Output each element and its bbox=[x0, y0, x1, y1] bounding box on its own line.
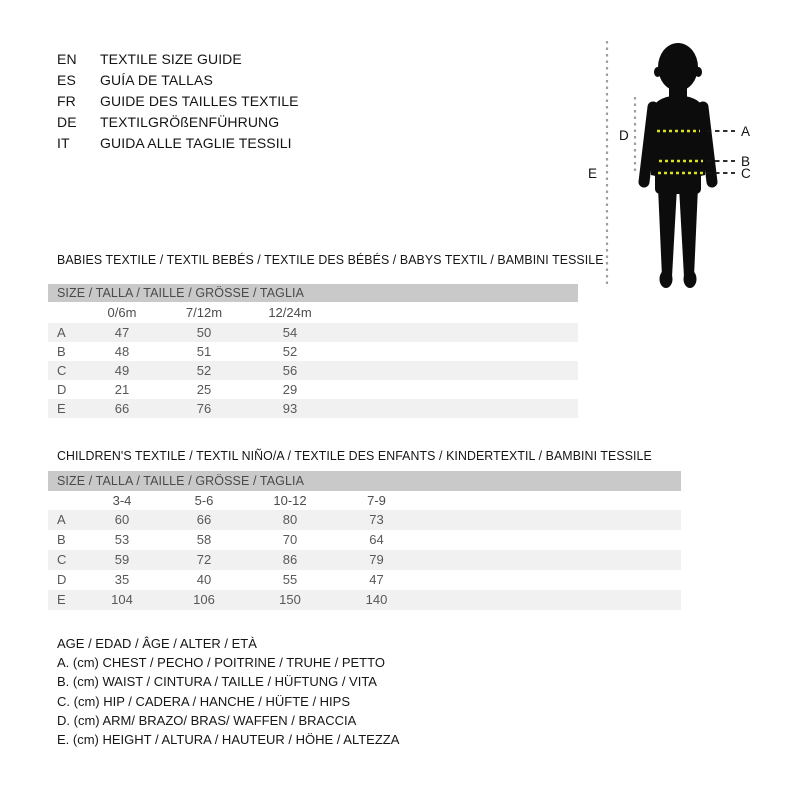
column-header: 0/6m bbox=[107, 305, 137, 320]
cell-value: 79 bbox=[369, 552, 384, 567]
babies-section-heading: BABIES TEXTILE / TEXTIL BEBÉS / TEXTILE DES BÉBÉS / BABYS TEXTIL / BAMBINI TESSILE bbox=[57, 252, 604, 267]
cell-value: 50 bbox=[196, 325, 212, 340]
cell-value: 72 bbox=[196, 552, 212, 567]
cell-value: 59 bbox=[114, 552, 130, 567]
children-size-header-bar: SIZE / TALLA / TAILLE / GRÖSSE / TAGLIA bbox=[48, 471, 681, 491]
language-label: TEXTILGRÖßENFÜHRUNG bbox=[100, 114, 280, 130]
child-silhouette-body bbox=[644, 43, 712, 288]
language-row-fr bbox=[57, 91, 299, 112]
legend-line-age: AGE / EDAD / ÂGE / ALTER / ETÀ bbox=[57, 636, 257, 651]
legend-line-arm: D. (cm) ARM/ BRAZO/ BRAS/ WAFFEN / BRACCIA bbox=[57, 712, 357, 728]
child-silhouette-icon bbox=[585, 25, 760, 295]
cell-value: 73 bbox=[369, 512, 384, 527]
cell-value: 55 bbox=[282, 572, 298, 587]
language-title-list bbox=[57, 49, 299, 154]
row-label: A bbox=[57, 512, 66, 527]
cell-value: 64 bbox=[369, 532, 384, 547]
column-header: 12/24m bbox=[268, 305, 312, 320]
language-label: TEXTILE SIZE GUIDE bbox=[100, 51, 242, 67]
cell-value: 47 bbox=[114, 325, 130, 340]
table-row bbox=[48, 342, 578, 361]
cell-value: 40 bbox=[196, 572, 212, 587]
language-code: EN bbox=[57, 51, 77, 67]
chest-marker-label: A bbox=[741, 124, 751, 139]
cell-value: 51 bbox=[196, 344, 212, 359]
cell-value: 48 bbox=[114, 344, 130, 359]
legend-line-chest: A. (cm) CHEST / PECHO / POITRINE / TRUHE / PETTO bbox=[57, 655, 385, 671]
measurement-legend bbox=[57, 634, 399, 749]
language-row-es bbox=[57, 70, 299, 91]
column-header: 3-4 bbox=[112, 493, 132, 508]
cell-value: 58 bbox=[196, 532, 212, 547]
waist-marker-label: B bbox=[741, 154, 751, 169]
cell-value: 66 bbox=[196, 512, 212, 527]
table-row bbox=[48, 399, 578, 418]
cell-value: 47 bbox=[369, 572, 384, 587]
empty-corner-cell bbox=[48, 302, 82, 323]
language-row-it bbox=[57, 133, 299, 154]
row-label: D bbox=[57, 572, 67, 587]
legend-line-height: E. (cm) HEIGHT / ALTURA / HAUTEUR / HÖHE / ALTEZZA bbox=[57, 732, 400, 748]
cell-value: 35 bbox=[114, 572, 130, 587]
language-row-de bbox=[57, 112, 299, 133]
cell-value: 25 bbox=[196, 382, 212, 397]
babies-size-table bbox=[48, 284, 578, 418]
row-label: C bbox=[57, 363, 67, 378]
table-row bbox=[48, 590, 681, 610]
column-header: 7/12m bbox=[185, 305, 223, 320]
children-size-table bbox=[48, 471, 681, 610]
arm-marker-label: D bbox=[619, 128, 629, 143]
children-section-heading: CHILDREN'S TEXTILE / TEXTIL NIÑO/A / TEXTILE DES ENFANTS / KINDERTEXTIL / BAMBINI TESSILE bbox=[57, 448, 652, 463]
empty-corner-cell bbox=[48, 491, 82, 510]
cell-value: 52 bbox=[282, 344, 298, 359]
column-header: 5-6 bbox=[194, 493, 214, 508]
babies-size-header-bar: SIZE / TALLA / TAILLE / GRÖSSE / TAGLIA bbox=[48, 284, 578, 302]
language-row-en bbox=[57, 49, 299, 70]
cell-value: 66 bbox=[114, 401, 130, 416]
cell-value: 53 bbox=[114, 532, 130, 547]
cell-value: 21 bbox=[114, 382, 130, 397]
language-code: IT bbox=[57, 135, 70, 151]
cell-value: 56 bbox=[282, 363, 298, 378]
measurement-diagram bbox=[585, 25, 760, 295]
cell-value: 80 bbox=[282, 512, 298, 527]
cell-value: 140 bbox=[365, 592, 388, 607]
column-header: 10-12 bbox=[273, 493, 307, 508]
table-row bbox=[48, 530, 681, 550]
babies-column-header-row bbox=[48, 302, 578, 323]
table-row bbox=[48, 550, 681, 570]
cell-value: 52 bbox=[196, 363, 212, 378]
table-row bbox=[48, 510, 681, 530]
cell-value: 104 bbox=[111, 592, 133, 607]
row-label: B bbox=[57, 532, 66, 547]
cell-value: 29 bbox=[282, 382, 298, 397]
language-label: GUIDA ALLE TAGLIE TESSILI bbox=[100, 135, 292, 151]
cell-value: 93 bbox=[282, 401, 298, 416]
language-code: DE bbox=[57, 114, 77, 130]
table-row bbox=[48, 323, 578, 342]
height-marker-label: E bbox=[588, 166, 598, 181]
table-row bbox=[48, 570, 681, 590]
language-code: FR bbox=[57, 93, 76, 109]
legend-line-hip: C. (cm) HIP / CADERA / HANCHE / HÜFTE / HIPS bbox=[57, 693, 351, 709]
table-row bbox=[48, 380, 578, 399]
row-label: E bbox=[57, 592, 66, 607]
row-label: E bbox=[57, 401, 66, 416]
language-code: ES bbox=[57, 72, 76, 88]
row-label: B bbox=[57, 344, 66, 359]
column-header: 7-9 bbox=[367, 493, 386, 508]
row-label: D bbox=[57, 382, 67, 397]
row-label: A bbox=[57, 325, 66, 340]
cell-value: 86 bbox=[282, 552, 298, 567]
legend-line-waist: B. (cm) WAIST / CINTURA / TAILLE / HÜFTUNG / VITA bbox=[57, 674, 377, 690]
cell-value: 49 bbox=[114, 363, 130, 378]
cell-value: 150 bbox=[279, 592, 301, 607]
cell-value: 106 bbox=[193, 592, 215, 607]
language-label: GUIDE DES TAILLES TEXTILE bbox=[100, 93, 299, 109]
cell-value: 60 bbox=[114, 512, 130, 527]
hip-marker-label: C bbox=[741, 166, 751, 181]
language-label: GUÍA DE TALLAS bbox=[100, 72, 213, 88]
children-column-header-row bbox=[48, 491, 681, 510]
cell-value: 70 bbox=[282, 532, 298, 547]
table-row bbox=[48, 361, 578, 380]
cell-value: 76 bbox=[196, 401, 212, 416]
row-label: C bbox=[57, 552, 67, 567]
cell-value: 54 bbox=[282, 325, 298, 340]
